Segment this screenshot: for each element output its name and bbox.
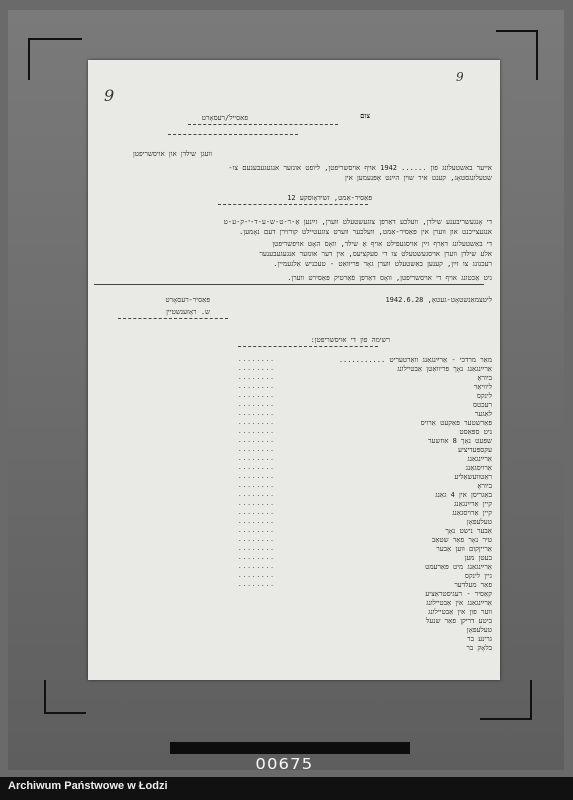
office-rule (218, 204, 368, 205)
signature-name: ש. ראָזענשטיין (166, 308, 210, 316)
list-item: בעטן מען (464, 554, 492, 562)
list-item: פאַר מעלדער (454, 581, 492, 589)
list-item: ביוראָ (477, 482, 492, 490)
list-item: ליוויאַר (473, 383, 492, 391)
dots-leader: ........ (238, 455, 275, 462)
list-item: אַרײַנגאַנג נאָך פּריוואַטן אַבטײלונג (397, 365, 492, 373)
dots-leader: ........ (238, 374, 275, 381)
list-item: עקספּעדיציע (458, 446, 492, 454)
signage-list (162, 356, 492, 656)
paragraph-2-line-2: אנגעצייכנט און ווערן אין פּאַסיר-אַמט, וועלכער ווערט צוגעטיילט קורזירן דעם נאָמען. (239, 228, 492, 236)
dots-leader: ........ (238, 518, 275, 525)
dots-leader: ........ (238, 527, 275, 534)
list-item: אַרײַנגאַנג מיט פּאַרעמט (425, 563, 492, 571)
list-item: ווער פון אין אַבטיילונג (428, 608, 492, 616)
document-page (88, 60, 500, 680)
list-item: ביטע דריקן פאַר שנעל (426, 617, 492, 625)
paragraph-2-line-1: די אָנגעשריבענע שילדן, וועלכע דאַרפן צוגעשטעלט ווערן, זײַנען אַ-ר-ט-ש-ע-ד-י-ק-ע-ט (223, 218, 492, 226)
list-item: גיין לינקס (464, 572, 492, 580)
header-line: צום (360, 112, 370, 120)
dots-leader: ........ (238, 482, 275, 489)
dots-leader: ........ (238, 545, 275, 552)
list-item: טעלעפאָן (466, 626, 492, 634)
handwritten-corner-number: 9 (456, 70, 464, 84)
office-line: פּאַסיר-אַמט, זשידאָוסקע 12 (287, 194, 372, 202)
list-item: ראַטוועשאַליע (454, 473, 492, 481)
list-item: אַרויסגאַנג (465, 464, 492, 472)
list-title-rule (238, 346, 378, 347)
note-line: גיט אַכטונג אויף די אויסשריפטן, וואָס דאַרפן פֿאַרטיק פּאַסירט ווערן. (287, 274, 492, 282)
paragraph-1-line-1: אייער באשטעלונג פון ...... 1942 אויף אויסשריפטן, ליופט אונזער אנגעגעבענעם צו- (228, 164, 492, 172)
list-item: לאַגער (474, 410, 492, 418)
list-item: טעלעפאָן (466, 518, 492, 526)
dots-leader: ........ (238, 491, 275, 498)
dots-leader: ........ (238, 500, 275, 507)
archive-label: Archiwum Państwowe w Łodzi (8, 780, 168, 792)
dots-leader: ........ (238, 383, 275, 390)
film-dark-band (170, 742, 410, 754)
dots-leader: ........ (238, 563, 275, 570)
paragraph-2-line-5: רעכנונג צו זײַן, קענען באַשטעלט ווערן גאָר פּריוואַט - טעכניש אַלגעמיין. (273, 260, 492, 268)
handwritten-page-number: 9 (104, 86, 115, 105)
dots-leader: ........ (238, 572, 275, 579)
list-item: אַבער נישט נאָך (445, 527, 492, 535)
list-title: רשימה פון די אויסשריפטן: (310, 336, 390, 344)
corner-mark-top-left (28, 38, 82, 80)
dots-leader: ........ (238, 446, 275, 453)
dots-leader: ........ (238, 581, 275, 588)
dots-leader: ........ (238, 437, 275, 444)
corner-mark-bottom-left (44, 680, 86, 714)
paragraph-2-line-4: אלע שילדן ווערן אויסגעשטעלט צו די סעקציעס, אין דער אונזער אנגעגעבענער (259, 250, 492, 258)
paragraph-1-line-2: שטעלונגסטאָג, קענט איר שוין הײַנט אָפּנעמען אין (344, 174, 492, 182)
list-item: קיין אַרויסגאַנג (452, 509, 492, 517)
header-sub: פאסייל/רעסאָרט (201, 114, 248, 122)
dots-leader: ........ (238, 536, 275, 543)
dots-leader: ........ (238, 401, 275, 408)
dots-leader: ........ (238, 356, 275, 363)
list-item: ניט ספּאַסט (459, 428, 492, 436)
list-item: טיר נאָר פאַר שטאַב (431, 536, 492, 544)
date-line: ליטצמאַנשטאָט-געטאָ, 1942.6.28 (385, 296, 492, 304)
header-rule (188, 124, 338, 125)
list-item: פּאַרשטער פּאַקעט אַרויס (420, 419, 492, 427)
dots-leader: ........ (238, 419, 275, 426)
dots-column (238, 356, 308, 656)
dots-leader: ........ (238, 509, 275, 516)
dots-leader: ........ (238, 392, 275, 399)
frame-number: 00675 (255, 755, 314, 773)
dots-leader: ........ (238, 365, 275, 372)
list-item: אַרײַנגאַנג (467, 455, 492, 463)
dots-leader: ........ (238, 554, 275, 561)
corner-mark-bottom-right (480, 680, 532, 720)
address-line: וועגן שילדן און אויסשריפטן (133, 150, 212, 158)
signature-dept: פּאַסיר-רעסאָרט (165, 296, 210, 304)
dots-leader: ........ (238, 473, 275, 480)
corner-mark-top-right (496, 30, 538, 80)
list-item: לינקס (476, 392, 492, 400)
note-rule (94, 284, 484, 285)
dots-leader: ........ (238, 410, 275, 417)
list-item: באַגריסן אין 4 גאַנג (435, 491, 492, 499)
list-item: שפּעט נאָך 8 אוזשער (428, 437, 492, 445)
list-item: מאַר מרדכי - אַרײַנגאַנג וואַרטעריט ........... (338, 356, 492, 364)
header-rule-2 (168, 134, 298, 135)
list-item: אַרייןקום ווען אַבער (436, 545, 492, 553)
list-item: קאַסיר - רעגיסטראַציע (425, 590, 492, 598)
list-item: ביוראָ (477, 374, 492, 382)
dots-leader: ........ (238, 464, 275, 471)
list-item: קיין אַרײַנגאַנג (453, 500, 492, 508)
list-item: בלאָק בר (466, 644, 492, 652)
signature-rule (118, 318, 228, 319)
list-item: רעכטס (472, 401, 492, 409)
paragraph-2-line-3: די באַשטעלונג דאַרף זײַן אויסגעפילט אויף אַ שילד, וואָס האָט אויפשריפטן (272, 240, 492, 248)
list-item: אַרײַנגאַנג אין אַבטײלונג (426, 599, 492, 607)
dots-leader: ........ (238, 428, 275, 435)
list-item: גרינע בר (467, 635, 492, 643)
